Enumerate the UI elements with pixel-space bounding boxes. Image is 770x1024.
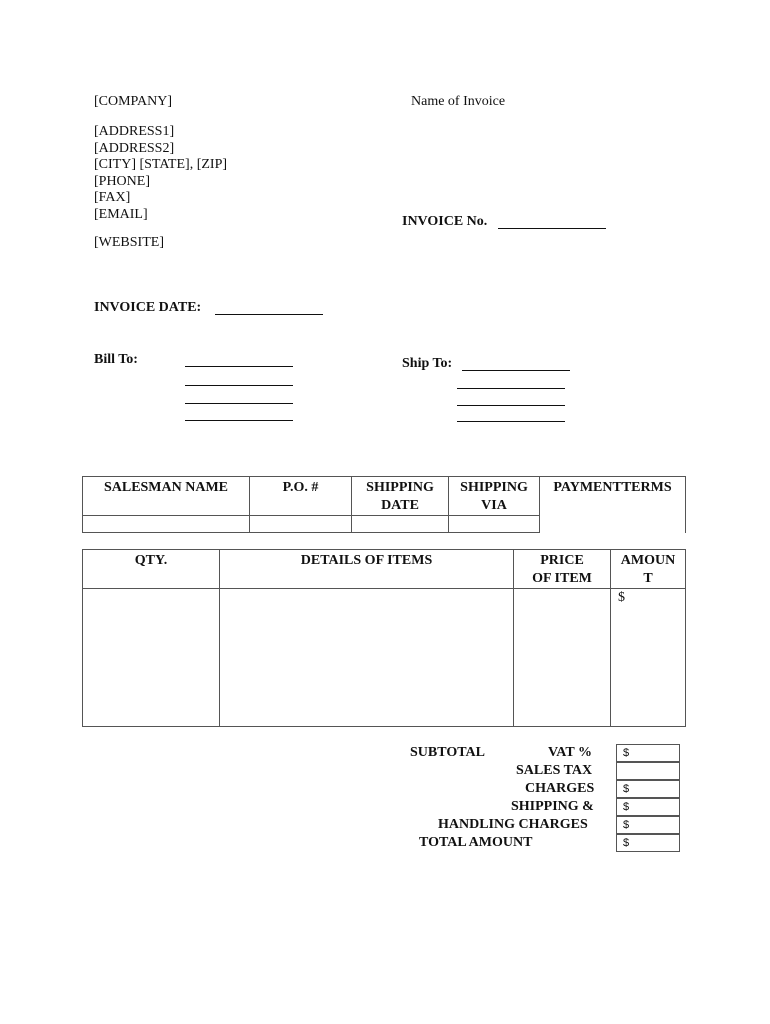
details-cell[interactable] <box>220 589 514 727</box>
amount-currency: $ <box>618 590 625 605</box>
shipping-via-cell[interactable] <box>449 516 540 533</box>
sales-tax-label: SALES TAX <box>516 763 593 778</box>
header-details: DETAILS OF ITEMS <box>220 550 514 589</box>
bill-to-line-1[interactable] <box>185 366 293 367</box>
charges-currency: $ <box>623 783 630 795</box>
shipping-box[interactable] <box>616 798 680 816</box>
invoice-date-label: INVOICE DATE: <box>94 300 202 315</box>
header-po-number: P.O. # <box>250 477 352 516</box>
shipping-label: SHIPPING & <box>511 799 594 814</box>
address-line-1: [ADDRESS1] <box>94 124 175 139</box>
charges-label: CHARGES <box>525 781 595 796</box>
po-number-cell[interactable] <box>250 516 352 533</box>
company-name: [COMPANY] <box>94 94 173 109</box>
bill-to-line-4[interactable] <box>185 420 293 421</box>
invoice-date-field[interactable] <box>215 314 323 315</box>
shipping-date-cell[interactable] <box>352 516 449 533</box>
price-cell[interactable] <box>514 589 611 727</box>
address-line-2: [ADDRESS2] <box>94 140 175 156</box>
city-state-zip: [CITY] [STATE], [ZIP] <box>94 157 228 172</box>
header-payment-terms: PAYMENTTERMS <box>540 477 686 533</box>
invoice-name: Name of Invoice <box>411 94 506 109</box>
phone: [PHONE] <box>94 173 150 189</box>
handling-box[interactable] <box>616 816 680 834</box>
bill-to-line-3[interactable] <box>185 403 293 404</box>
bill-to-label: Bill To: <box>94 352 138 367</box>
subtotal-label: SUBTOTAL <box>410 745 485 760</box>
header-price: PRICE OF ITEM <box>514 550 611 589</box>
header-qty: QTY. <box>83 550 220 589</box>
invoice-number-field[interactable] <box>498 228 606 229</box>
vat-box[interactable] <box>616 744 680 762</box>
total-amount-box[interactable] <box>616 834 680 852</box>
company-website: [WEBSITE] <box>94 235 164 250</box>
charges-box[interactable] <box>616 780 680 798</box>
shipping-currency: $ <box>623 801 630 813</box>
handling-currency: $ <box>623 819 630 831</box>
invoice-number-label: INVOICE No. <box>402 214 488 229</box>
total-currency: $ <box>623 837 630 849</box>
header-salesman-name: SALESMAN NAME <box>83 477 250 516</box>
total-amount-label: TOTAL AMOUNT <box>419 835 533 850</box>
items-table <box>82 549 686 727</box>
sales-tax-box[interactable] <box>616 762 680 780</box>
ship-to-line-1[interactable] <box>462 370 570 371</box>
ship-to-line-3[interactable] <box>457 405 565 406</box>
vat-label: VAT % <box>548 745 592 760</box>
email: [EMAIL] <box>94 206 148 222</box>
salesman-name-cell[interactable] <box>83 516 250 533</box>
fax: [FAX] <box>94 190 131 205</box>
amount-cell[interactable] <box>611 589 686 727</box>
order-info-table <box>82 476 686 533</box>
vat-currency: $ <box>623 747 630 759</box>
ship-to-line-4[interactable] <box>457 421 565 422</box>
bill-to-line-2[interactable] <box>185 385 293 386</box>
handling-charges-label: HANDLING CHARGES <box>438 817 588 832</box>
header-amount: AMOUN T <box>611 550 686 589</box>
qty-cell[interactable] <box>83 589 220 727</box>
header-shipping-via: SHIPPING VIA <box>449 477 540 516</box>
company-address-block <box>94 124 227 223</box>
header-shipping-date: SHIPPING DATE <box>352 477 449 516</box>
ship-to-line-2[interactable] <box>457 388 565 389</box>
ship-to-label: Ship To: <box>402 356 453 371</box>
